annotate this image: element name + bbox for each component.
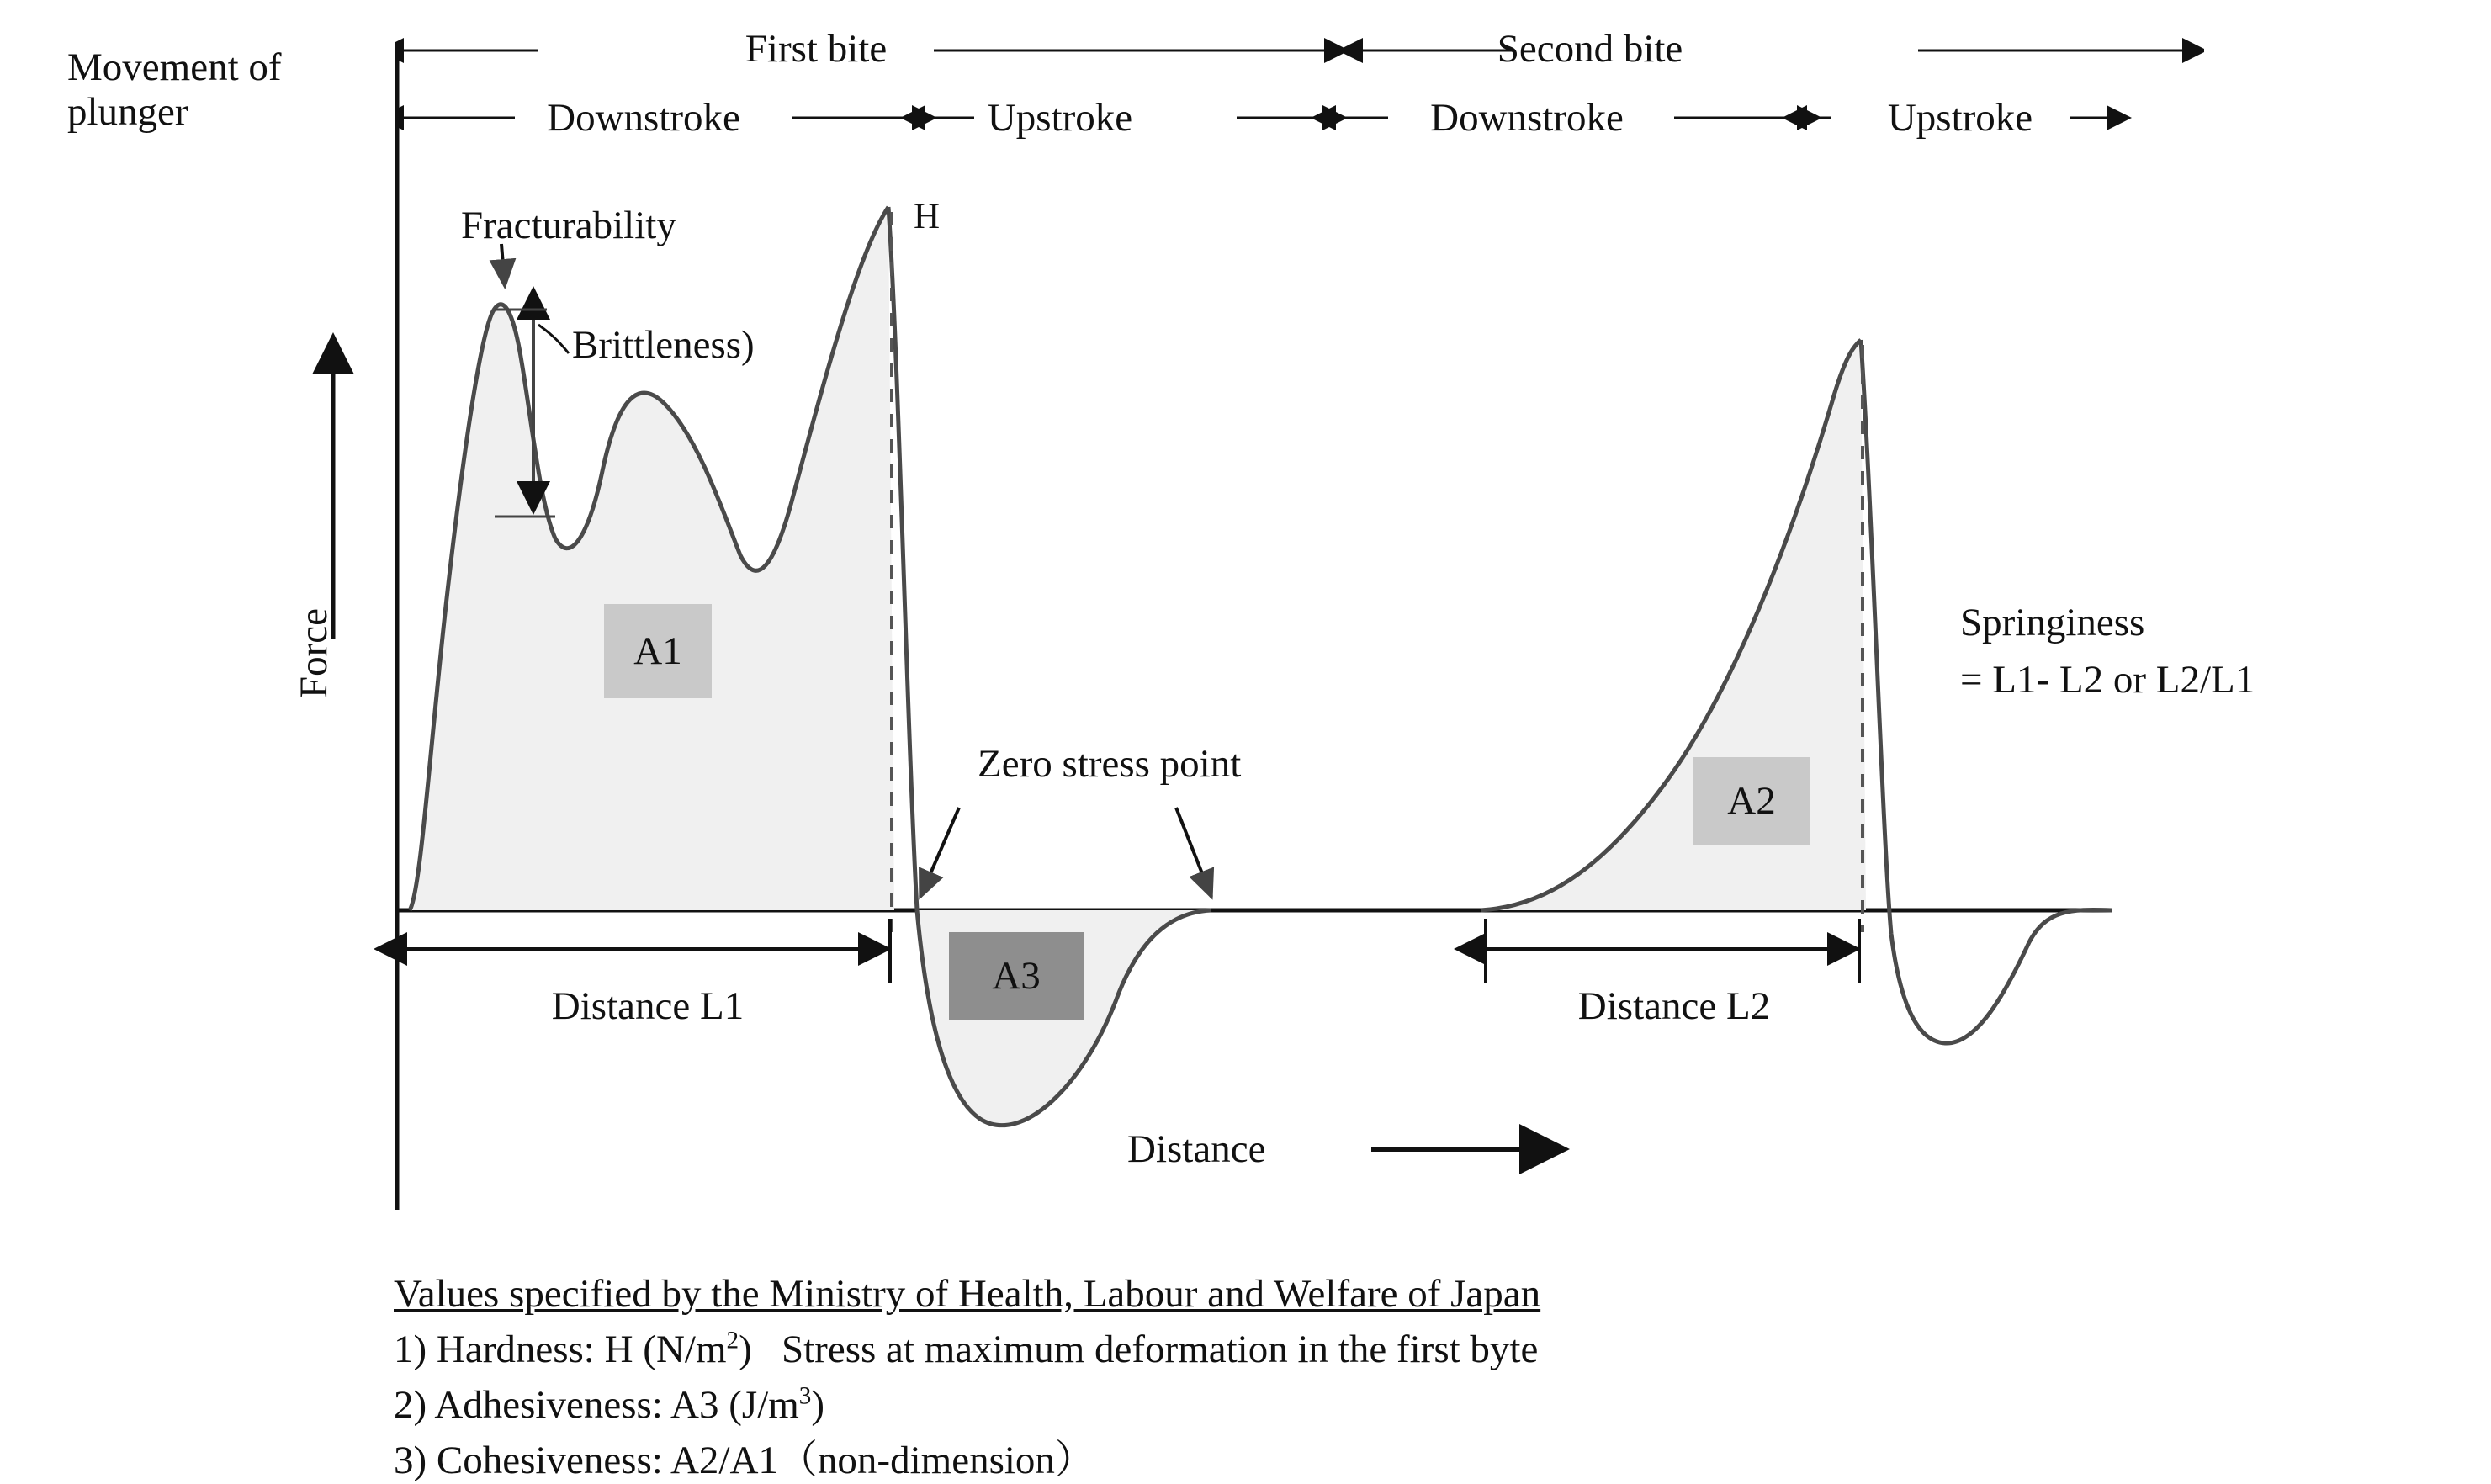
caption-item-3-text-after: （non-dimension）: [777, 1439, 1094, 1482]
brittleness-label: Brittleness): [572, 323, 755, 367]
area-label-a1: A1: [604, 604, 712, 698]
caption-item-2: [394, 1381, 824, 1429]
caption-item-2-text-before: Adhesiveness: A3 (J/m: [434, 1383, 799, 1427]
area-label-a3: A3: [949, 932, 1084, 1020]
area-label-a2: A2: [1693, 757, 1810, 845]
caption-item-2-text-after: ): [811, 1383, 824, 1427]
caption-item-1-sup: 2: [726, 1327, 739, 1354]
springiness-line1: Springiness: [1960, 601, 2145, 644]
caption-item-3-index: 3): [394, 1439, 427, 1482]
stroke-label-downstroke-1: Downstroke: [547, 96, 740, 140]
caption-item-2-sup: 3: [798, 1382, 812, 1410]
caption-item-3: [394, 1437, 1094, 1484]
caption-item-1-index: 1): [394, 1328, 427, 1371]
caption-item-1-text-before: Hardness: H (N/m: [436, 1328, 727, 1371]
stroke-label-downstroke-2: Downstroke: [1430, 96, 1624, 140]
caption-item-3-text-before: Cohesiveness: A2/A1: [436, 1439, 778, 1482]
zero-stress-point-label: Zero stress point: [978, 742, 1242, 786]
caption-item-1-text-after: ) Stress at maximum deformation in the first byte: [739, 1328, 1539, 1371]
fracturability-label: Fracturability: [461, 204, 676, 247]
y-axis-label: Force: [292, 607, 336, 698]
bite-label-first: First bite: [745, 27, 888, 71]
stroke-label-upstroke-1: Upstroke: [987, 96, 1133, 140]
springiness-line2: = L1- L2 or L2/L1: [1960, 658, 2255, 702]
caption-item-2-index: 2): [394, 1383, 427, 1427]
caption-item-1: [394, 1326, 1538, 1374]
peak-force-label: H: [914, 197, 941, 236]
caption-title: Values specified by the Ministry of Health, Labour and Welfare of Japan: [394, 1272, 1541, 1316]
plunger-label-line1: Movement of: [67, 45, 282, 89]
distance-l1-label: Distance L1: [551, 984, 745, 1028]
plunger-label-line2: plunger: [67, 90, 188, 134]
stroke-label-upstroke-2: Upstroke: [1887, 96, 2033, 140]
x-axis-label: Distance: [1127, 1127, 1266, 1171]
distance-l2-label: Distance L2: [1577, 984, 1771, 1028]
bite-label-second: Second bite: [1497, 27, 1683, 71]
